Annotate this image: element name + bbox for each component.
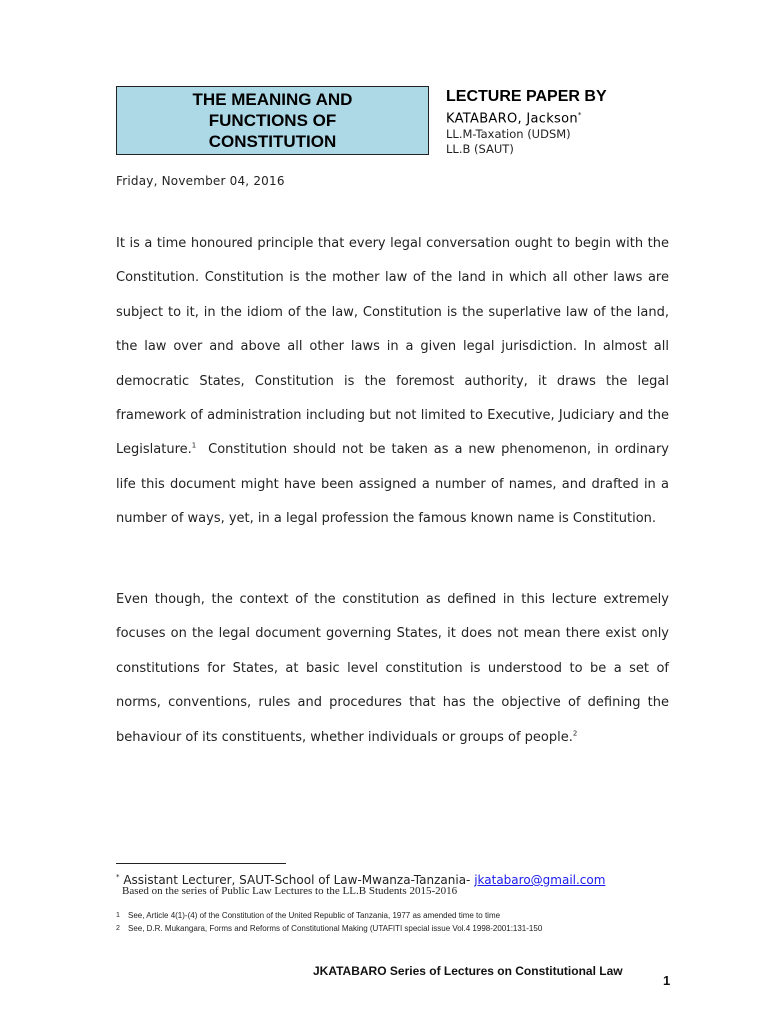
page-number: 1 xyxy=(663,973,671,988)
footnote-author-marker: * xyxy=(116,873,120,881)
footnote-author-text: Assistant Lecturer, SAUT-School of Law-Mwanza-Tanzania- xyxy=(119,873,475,887)
footnote-2-text: See, D.R. Mukangara, Forms and Reforms of Constitutional Making (UTAFITI special issue Vol.4 1998-2001:131-150 xyxy=(128,924,543,933)
footnote-1-number: 1 xyxy=(116,912,120,919)
title-line-2: FUNCTIONS OF xyxy=(208,111,337,130)
document-date: Friday, November 04, 2016 xyxy=(116,174,285,188)
footnote-ref-1: 1 xyxy=(191,442,197,451)
footnote-2-number: 2 xyxy=(116,925,120,932)
footer-series-title: JKATABARO Series of Lectures on Constitutional Law xyxy=(313,964,623,978)
author-heading: LECTURE PAPER BY xyxy=(446,88,607,105)
author-footnote-marker: * xyxy=(577,111,582,119)
footnote-1 xyxy=(116,911,500,921)
paragraph-1-text-b: Constitution should not be taken as a new phenomenon, in ordinary life this document might have been assigned a number of names, and drafted in a number of ways, yet, in a legal profession the famous known name is Constitution. xyxy=(116,442,674,527)
paragraph-1 xyxy=(116,227,674,537)
footnote-ref-2: 2 xyxy=(572,729,578,738)
paragraph-2-text: Even though, the context of the constitution as defined in this lecture extremely focuses on the legal document governing States, it does not mean there exist only constitutions for States, at basic level constitution is understood to be a set of norms, conventions, rules and procedures that has the objective of defining the behaviour of its constituents, whether individuals or groups of people. xyxy=(116,592,669,745)
title-line-3: CONSTITUTION xyxy=(208,132,337,151)
email-link[interactable]: jkatabaro@gmail.com xyxy=(474,873,606,887)
paragraph-2 xyxy=(116,583,669,755)
footnote-2 xyxy=(116,924,542,934)
title-line-1: THE MEANING AND xyxy=(192,90,353,109)
title-box xyxy=(116,86,429,155)
author-name-text: KATABARO, Jackson xyxy=(446,111,578,127)
paragraph-1-text-a: It is a time honoured principle that every legal conversation ought to begin with the Constitution. Constitution is the mother law of the land in which all other laws are subject to it, in the idiom of the law, Constitution is the superlative law of the land, the law over and above all other laws in a given legal jurisdiction. In almost all democratic States, Constitution is the foremost authority, it draws the legal framework of administration including but not limited to Executive, Judiciary and the Legislature. xyxy=(116,236,669,458)
footnote-1-text: See, Article 4(1)-(4) of the Constitution of the United Republic of Tanzania, 1977 as amended time to time xyxy=(128,911,501,920)
author-degree-masters: LL.M-Taxation (UDSM) xyxy=(446,127,571,142)
footnote-basis: Based on the series of Public Law Lectures to the LL.B Students 2015-2016 xyxy=(122,885,458,897)
footnote-separator xyxy=(116,863,286,864)
author-name xyxy=(446,107,607,127)
author-block xyxy=(446,87,607,157)
author-degree-bachelors: LL.B (SAUT) xyxy=(446,142,514,157)
